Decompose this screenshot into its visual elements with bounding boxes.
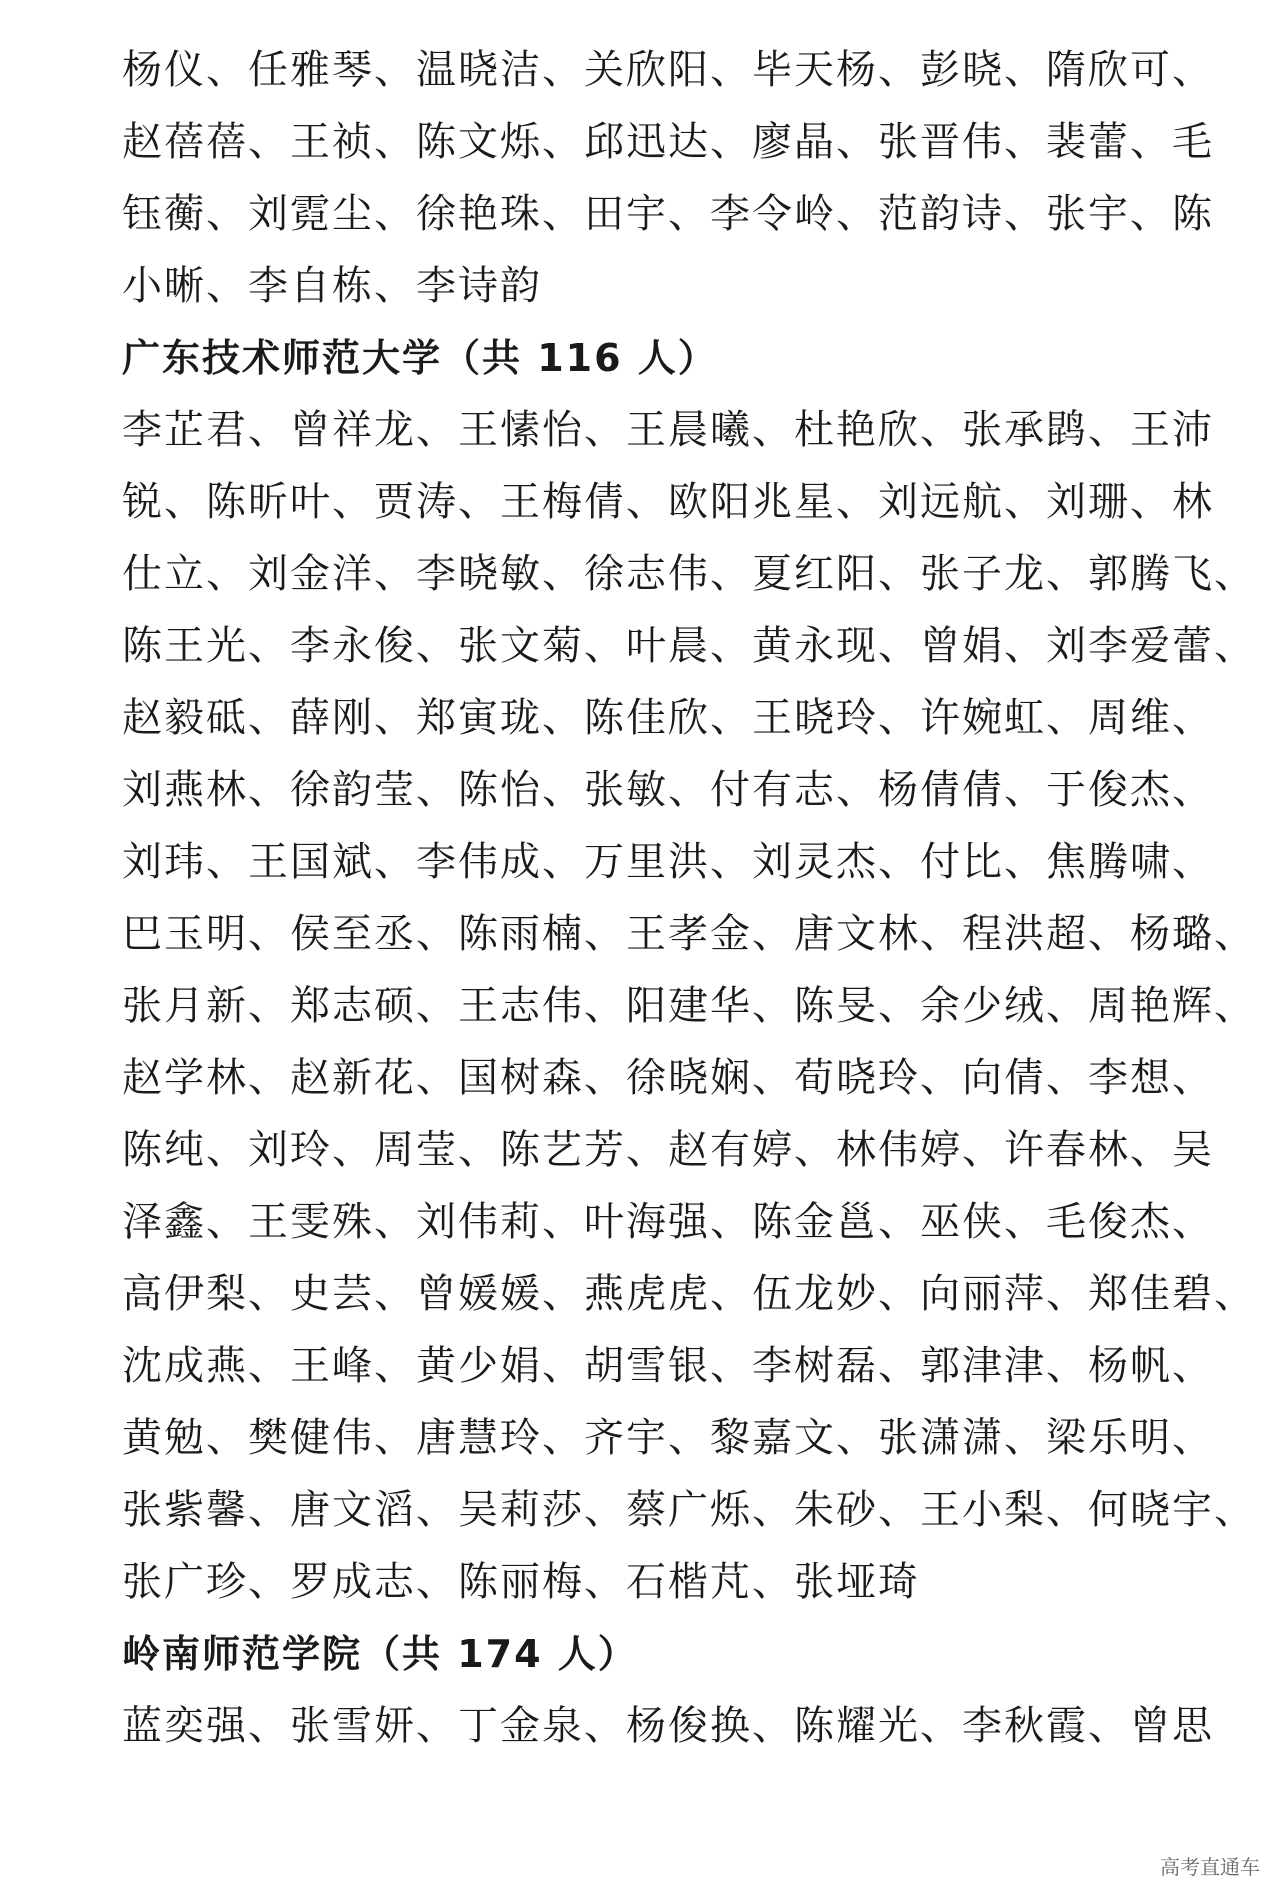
name-list-line: 巴玉明、侯至丞、陈雨楠、王孝金、唐文林、程洪超、杨璐、: [122, 911, 1256, 957]
name-list-line: 张紫馨、唐文滔、吴莉莎、蔡广烁、朱砂、王小梨、何晓宇、: [122, 1487, 1256, 1533]
name-list-line: 泽鑫、王雯殊、刘伟莉、叶海强、陈金邕、巫侠、毛俊杰、: [122, 1199, 1214, 1245]
name-list-line: 黄勉、樊健伟、唐慧玲、齐宇、黎嘉文、张潇潇、梁乐明、: [122, 1415, 1214, 1461]
name-list-line: 赵毅砥、薛刚、郑寅珑、陈佳欣、王晓玲、许婉虹、周维、: [122, 695, 1214, 741]
name-list-line: 陈纯、刘玲、周莹、陈艺芳、赵有婷、林伟婷、许春林、吴: [122, 1127, 1214, 1173]
name-list-line: 赵学林、赵新花、国树森、徐晓娴、荀晓玲、向倩、李想、: [122, 1055, 1214, 1101]
name-list-line: 高伊梨、史芸、曾媛媛、燕虎虎、伍龙妙、向丽萍、郑佳碧、: [122, 1271, 1256, 1317]
name-list-line: 刘玮、王国斌、李伟成、万里洪、刘灵杰、付比、焦腾啸、: [122, 839, 1214, 885]
name-list-line: 杨仪、任雅琴、温晓洁、关欣阳、毕天杨、彭晓、隋欣可、: [122, 47, 1214, 93]
watermark: 高考直通车: [1160, 1855, 1260, 1879]
name-list-line: 刘燕林、徐韵莹、陈怡、张敏、付有志、杨倩倩、于俊杰、: [122, 767, 1214, 813]
name-list-line: 小晰、李自栋、李诗韵: [122, 263, 542, 309]
name-list-line: 张月新、郑志硕、王志伟、阳建华、陈旻、余少绒、周艳辉、: [122, 983, 1256, 1029]
name-list-line: 陈王光、李永俊、张文菊、叶晨、黄永现、曾娟、刘李爱蕾、: [122, 623, 1256, 669]
name-list-line: 张广珍、罗成志、陈丽梅、石楷芃、张垭琦: [122, 1559, 920, 1605]
name-list-line: 钰蘅、刘霓尘、徐艳珠、田宇、李令岭、范韵诗、张宇、陈: [122, 191, 1214, 237]
name-list-line: 沈成燕、王峰、黄少娟、胡雪银、李树磊、郭津津、杨帆、: [122, 1343, 1214, 1389]
document-page: [122, 34, 1256, 1762]
name-list-line: 李芷君、曾祥龙、王愫怡、王晨曦、杜艳欣、张承鹍、王沛: [122, 407, 1214, 453]
name-list-line: 蓝奕强、张雪妍、丁金泉、杨俊换、陈耀光、李秋霞、曾思: [122, 1703, 1214, 1749]
name-list-line: 赵蓓蓓、王祯、陈文烁、邱迅达、廖晶、张晋伟、裴蕾、毛: [122, 119, 1214, 165]
section-heading-lingnan: 岭南师范学院（共 174 人）: [122, 1632, 638, 1676]
name-list-line: 仕立、刘金洋、李晓敏、徐志伟、夏红阳、张子龙、郭腾飞、: [122, 551, 1256, 597]
section-heading-gdtnu: 广东技术师范大学（共 116 人）: [122, 336, 718, 380]
name-list-line: 锐、陈昕叶、贾涛、王梅倩、欧阳兆星、刘远航、刘珊、林: [122, 479, 1214, 525]
